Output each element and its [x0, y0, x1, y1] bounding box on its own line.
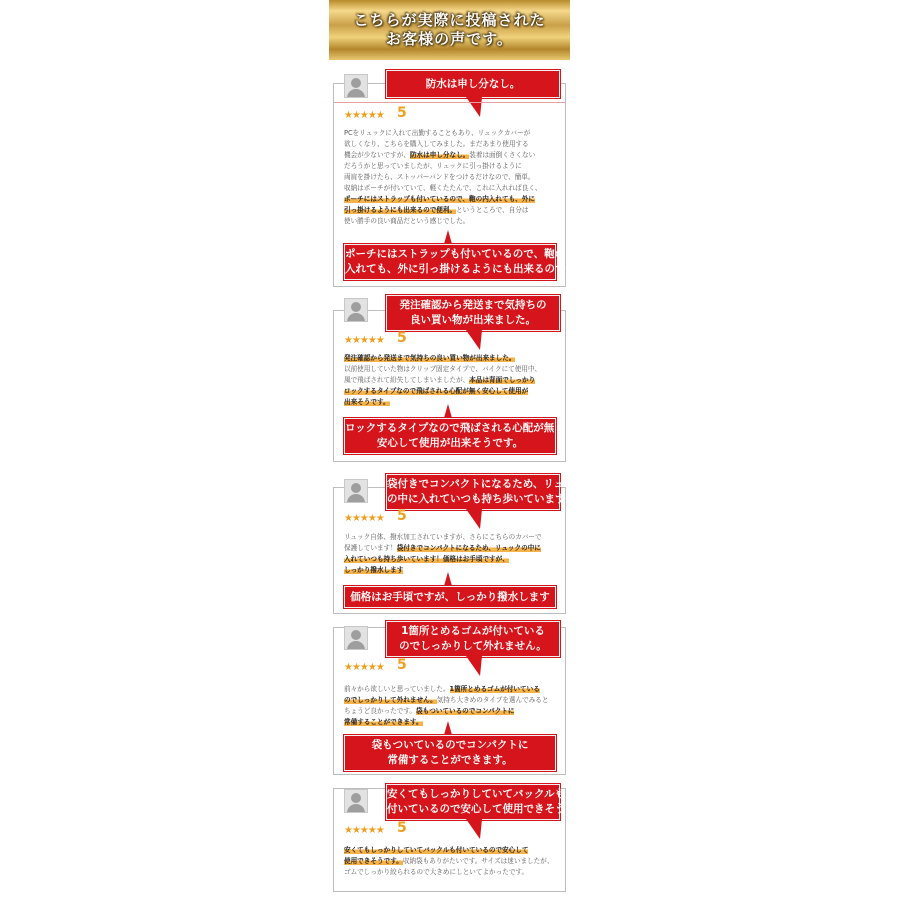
review-line [344, 150, 556, 161]
highlighted-text: しっかり撥水します [344, 566, 404, 574]
bubble-tail-down [466, 819, 482, 839]
highlighted-text: 出来そうです。 [344, 398, 390, 406]
star-rating: ★★★★★ [344, 662, 384, 673]
avatar-icon [344, 479, 368, 503]
highlighted-text: 袋付きでコンパクトになるため、リュックの中に [396, 544, 541, 552]
headline-text: 袋付きでコンパクトになるため、リュック [387, 478, 586, 490]
headline-text: の中に入れていつも持ち歩いています！ [387, 493, 576, 505]
headline-bubble [386, 295, 560, 331]
review-line [344, 161, 556, 172]
review-line [344, 856, 556, 867]
review-line [344, 867, 556, 878]
headline-text: 防水は申し分なし。 [425, 77, 521, 90]
rating-score: 5 [397, 657, 407, 673]
review-segment: 風で飛ばされて紛失してしまいましたが、 [344, 376, 470, 384]
review-segment: ちょうど良かったです。 [344, 707, 417, 715]
review-segment: だろうかと思っていましたが、リュックに引っ掛けるように [344, 162, 522, 170]
bubble-tail-down [466, 656, 482, 676]
review-card [333, 299, 566, 462]
review-text [344, 353, 556, 408]
avatar-body [347, 804, 365, 813]
highlighted-text: 袋もついているのでコンパクトに [416, 707, 515, 715]
review-line [344, 205, 556, 216]
avatar-icon [344, 626, 368, 650]
headline-text: のでしっかりして外れません。 [399, 640, 547, 652]
review-line [344, 128, 556, 139]
headline-text: 発注確認から発送まで気持ちの [399, 299, 547, 311]
highlighted-text: 防水は申し分なし。 [409, 151, 470, 159]
review-text [344, 128, 556, 227]
review-line [344, 183, 556, 194]
review-segment: 前々から欲しいと思っていました。 [344, 685, 450, 693]
bubble-tail-down [466, 97, 482, 117]
review-segment: 気持ち大きめのタイプを選んでみると [436, 696, 549, 704]
avatar-head [351, 302, 361, 312]
review-segment: 機会が少ないですが、 [344, 151, 410, 159]
rating-score: 5 [397, 820, 407, 836]
review-line [344, 172, 556, 183]
avatar-head [351, 483, 361, 493]
review-card [333, 788, 587, 892]
header-line-1: こちらが実際に投稿された [353, 11, 546, 29]
highlighted-text: 価格はお手頃ですが、 [442, 555, 509, 563]
summary-text: 価格はお手頃ですが、しっかり撥水します [350, 590, 550, 603]
review-segment: ゴムでしっかり絞られるので大きめにしといてよかったです。 [344, 868, 529, 876]
rating-score: 5 [397, 330, 407, 346]
bubble-tail-down [466, 509, 482, 529]
headline-bubble [386, 621, 560, 657]
review-segment: 装着は面倒くさくない [469, 151, 536, 159]
headline-bubble [386, 474, 586, 510]
bubble-tail-down [466, 330, 482, 350]
summary-bubble [344, 418, 565, 454]
rating-score: 5 [397, 105, 407, 121]
summary-text: ロックするタイプなので飛ばされる心配が無く [345, 422, 565, 434]
bubble-tail-up [444, 230, 452, 244]
headline-bubble [386, 784, 587, 820]
header-banner [329, 0, 570, 60]
highlighted-text: 引っ掛けるようにも出来るので便利。 [344, 206, 457, 214]
avatar-icon [344, 74, 368, 98]
star-rating: ★★★★★ [344, 513, 384, 524]
review-line [344, 194, 556, 205]
star-rating: ★★★★★ [344, 110, 384, 121]
highlighted-text: 使用できそうです。 [344, 857, 403, 865]
bubble-tail-up [444, 721, 452, 735]
review-line [344, 543, 556, 554]
review-line [344, 216, 556, 227]
review-segment: 欲しくなり、こちらを購入してみました。まだあまり使用する [344, 140, 529, 148]
bubble-tail-up [444, 404, 452, 418]
summary-text: 袋もついているのでコンパクトに [371, 739, 529, 751]
summary-text: 常備することができます。 [387, 754, 513, 766]
review-segment: 以前使用していた物はクリップ固定タイプで、バイクにて使用中、 [344, 365, 542, 373]
bubble-tail-up [444, 572, 452, 586]
review-segment: PCをリュックに入れて出勤することもあり、リュックカバーが [344, 129, 531, 137]
highlighted-text: ロックするタイプなので飛ばされる心配が無く安心して使用が [344, 387, 529, 395]
header-line-2: お客様の声です。 [386, 30, 513, 48]
review-line [344, 845, 556, 856]
summary-text: 入れても、外に引っ掛けるようにも出来るので便利。 [345, 263, 597, 275]
review-card [333, 627, 566, 775]
avatar-body [347, 89, 365, 98]
review-segment: 両肩を掛けたら、ストッパーバンドをつけるだけなので、簡単。 [344, 173, 535, 181]
review-line [344, 695, 556, 706]
avatar-body [347, 641, 365, 650]
highlighted-text: 入れていつも持ち歩いています！ [344, 555, 443, 563]
review-line [344, 375, 556, 386]
review-line [344, 684, 556, 695]
avatar-icon [344, 789, 368, 813]
highlighted-text: 発注確認から発送まで気持ちの良い買い物が出来ました。 [344, 354, 516, 362]
highlighted-text: のでしっかりして外れません。 [344, 696, 437, 704]
review-segment: 収納はポーチが付いていて、軽くたたんで、これに入れれば良く、 [344, 184, 542, 192]
review-line [344, 364, 556, 375]
review-line [344, 353, 556, 364]
review-line [344, 532, 556, 543]
headline-text: 付いているので安心して使用できそうです [387, 803, 587, 815]
star-rating: ★★★★★ [344, 335, 384, 346]
avatar-body [347, 313, 365, 322]
headline-text: 1箇所とめるゴムが付いている [401, 625, 545, 637]
avatar-head [351, 793, 361, 803]
highlighted-text: 常備することができます。 [344, 718, 423, 726]
highlighted-text: ポーチにはストラップも付いているので、鞄の内入れても、外に [344, 195, 535, 203]
summary-bubble [344, 586, 556, 608]
avatar-body [347, 494, 365, 503]
divider [334, 102, 565, 103]
review-card [333, 478, 586, 614]
star-rating: ★★★★★ [344, 825, 384, 836]
review-segment: リュック自体、撥水加工されていますが、さらにこちらのカバーで [344, 533, 542, 541]
review-line [344, 139, 556, 150]
review-card [333, 77, 597, 287]
avatar-icon [344, 298, 368, 322]
review-segment: 使い勝手の良い商品だという感じでした。 [344, 217, 470, 225]
headline-bubble [386, 70, 560, 98]
highlighted-text: 本品は背面でしっかり [469, 376, 536, 384]
review-line [344, 554, 556, 565]
review-segment: 保護しています！ [344, 544, 397, 552]
review-segment: 収納袋もありがたいです。サイズは迷いましたが、 [402, 857, 554, 865]
summary-text: 安心して使用が出来そうです。 [376, 437, 524, 449]
rating-score: 5 [397, 508, 407, 524]
highlighted-text: 安くてもしっかりしていてバックルも付いているので安心して [344, 846, 529, 854]
headline-text: 良い買い物が出来ました。 [410, 314, 536, 326]
review-line [344, 386, 556, 397]
avatar-head [351, 78, 361, 88]
review-segment: というところで、自分は [456, 206, 529, 214]
summary-text: ポーチにはストラップも付いているので、鞄の内 [345, 248, 576, 260]
headline-text: 安くてもしっかりしていてバックルも [387, 788, 566, 800]
summary-bubble [344, 244, 597, 280]
review-text [344, 845, 556, 878]
review-text [344, 532, 556, 576]
review-line [344, 706, 556, 717]
summary-bubble [344, 735, 556, 771]
avatar-head [351, 630, 361, 640]
highlighted-text: 1箇所とめるゴムが付いている [449, 685, 540, 693]
